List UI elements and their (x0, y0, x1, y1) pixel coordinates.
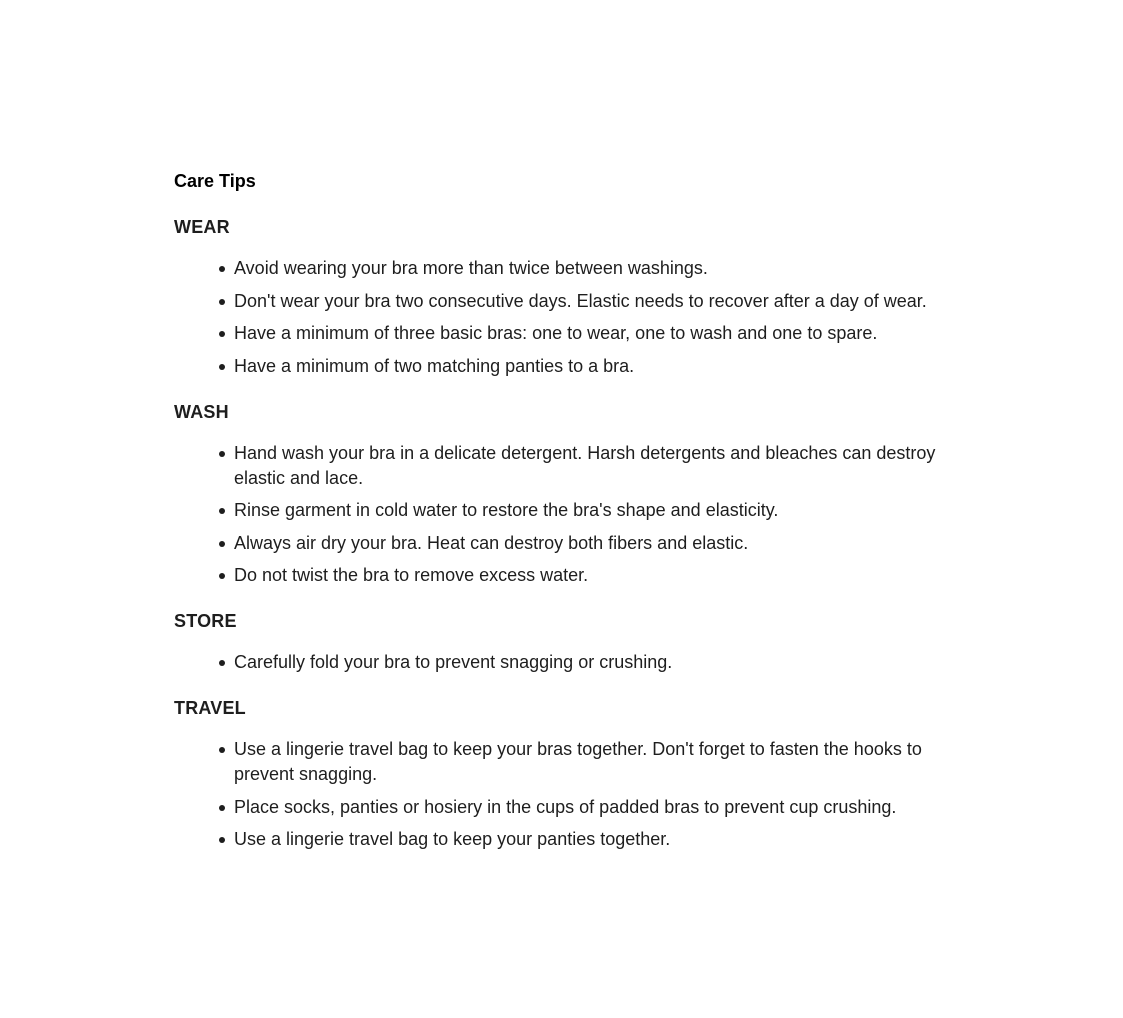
bullet-icon (219, 660, 225, 666)
bullet-icon (219, 837, 225, 843)
list-item (234, 354, 954, 379)
list-item (234, 795, 954, 820)
section-heading-store: STORE (174, 611, 237, 631)
bullet-icon (219, 364, 225, 370)
tip-list-wear (174, 256, 954, 379)
list-item (234, 289, 954, 314)
list-item (234, 737, 954, 787)
tip-list-store (174, 650, 954, 675)
list-item-text: Place socks, panties or hosiery in the cups of padded bras to prevent cup crushing. (234, 796, 897, 817)
list-item (234, 563, 954, 588)
bullet-icon (219, 573, 225, 579)
page-title: Care Tips (174, 171, 256, 191)
bullet-icon (219, 266, 225, 272)
bullet-icon (219, 508, 225, 514)
list-item-text: Have a minimum of two matching panties to a bra. (234, 355, 635, 376)
bullet-icon (219, 451, 225, 457)
section-heading-wash: WASH (174, 401, 229, 422)
list-item-text: Carefully fold your bra to prevent snagging or crushing. (234, 652, 673, 672)
bullet-icon (219, 541, 225, 547)
section-wash (174, 399, 954, 589)
list-item (234, 256, 954, 281)
section-heading-wear: WEAR (174, 217, 230, 237)
list-item-text: Hand wash your bra in a delicate detergent. Harsh detergents and bleaches can destroy elastic and lace. (234, 442, 936, 488)
care-tips-content (174, 168, 954, 852)
list-item (234, 827, 954, 852)
section-travel (174, 695, 954, 852)
list-item-text: Use a lingerie travel bag to keep your bras together. Don't forget to fasten the hooks to prevent snagging. (234, 739, 922, 784)
list-item (234, 531, 954, 556)
list-item-text: Rinse garment in cold water to restore the bra's shape and elasticity. (234, 500, 779, 520)
bullet-icon (219, 299, 225, 305)
list-item (234, 498, 954, 523)
list-item-text: Use a lingerie travel bag to keep your panties together. (234, 829, 671, 849)
tip-list-wash (174, 441, 954, 589)
bullet-icon (219, 747, 225, 753)
section-heading-travel: TRAVEL (174, 698, 246, 718)
list-item (234, 650, 954, 675)
list-item (234, 321, 954, 346)
section-store (174, 608, 954, 675)
list-item-text: Always air dry your bra. Heat can destroy both fibers and elastic. (234, 532, 749, 553)
list-item-text: Have a minimum of three basic bras: one to wear, one to wash and one to spare. (234, 323, 878, 343)
list-item-text: Avoid wearing your bra more than twice between washings. (234, 258, 708, 278)
list-item (234, 441, 954, 491)
bullet-icon (219, 805, 225, 811)
list-item-text: Do not twist the bra to remove excess water. (234, 565, 589, 585)
list-item-text: Don't wear your bra two consecutive days. Elastic needs to recover after a day of wear. (234, 290, 927, 311)
bullet-icon (219, 331, 225, 337)
section-wear (174, 214, 954, 379)
tip-list-travel (174, 737, 954, 852)
